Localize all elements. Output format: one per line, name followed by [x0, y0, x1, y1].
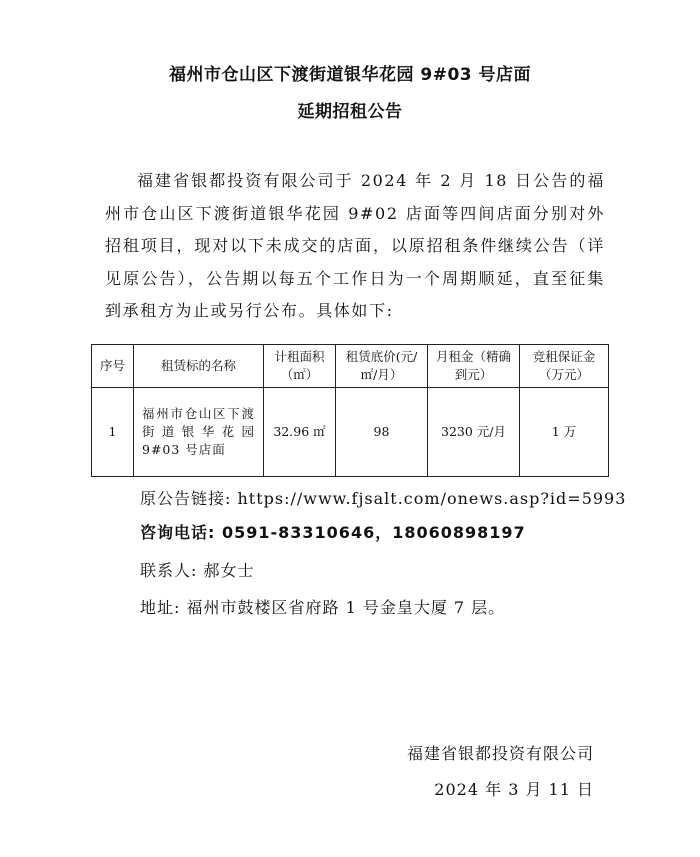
consult-phone: 咨询电话: 0591-83310646，18060898197: [140, 523, 526, 542]
contact-person: 联系人: 郝女士: [140, 561, 255, 580]
address: 地址: 福州市鼓楼区省府路 1 号金皇大厦 7 层。: [140, 598, 506, 617]
body-paragraph: 福建省银都投资有限公司于 2024 年 2 月 18 日公告的福州市仓山区下渡街道银华花园 9#02 店面等四间店面分别对外招租项目，现对以下未成交的店面，以原招租条件继续公告（详见原公告），公告期以每五个工作日为一个周期顺延，直至征集到承租方为止或另行公布。具体如下:: [105, 171, 605, 320]
header-base-price: 租赁底价(元/㎡/月）: [336, 345, 428, 388]
header-monthly-rent: 月租金（精确到元）: [428, 345, 520, 388]
cell-index: 1: [92, 388, 134, 477]
rental-table: [91, 344, 609, 477]
notice-title-line2: 延期招租公告: [297, 102, 403, 122]
table-row: [92, 388, 609, 477]
cell-base-price: 98: [336, 388, 428, 477]
cell-name: 福州市仓山区下渡街道银华花园 9#03 号店面: [134, 388, 264, 477]
notice-title-line1: 福州市仓山区下渡街道银华花园 9#03 号店面: [168, 65, 532, 85]
header-area: 计租面积（㎡）: [264, 345, 336, 388]
table-header-row: [92, 345, 609, 388]
cell-area: 32.96 ㎡: [264, 388, 336, 477]
original-notice-link: 原公告链接: https://www.fjsalt.com/onews.asp?id=5993: [140, 489, 627, 508]
signature-organization: 福建省银都投资有限公司: [406, 744, 594, 763]
header-index: 序号: [92, 345, 134, 388]
signature-date: 2024 年 3 月 11 日: [434, 780, 594, 799]
header-deposit: 竞租保证金（万元）: [520, 345, 609, 388]
cell-deposit: 1 万: [520, 388, 609, 477]
cell-monthly-rent: 3230 元/月: [428, 388, 520, 477]
header-name: 租赁标的名称: [134, 345, 264, 388]
